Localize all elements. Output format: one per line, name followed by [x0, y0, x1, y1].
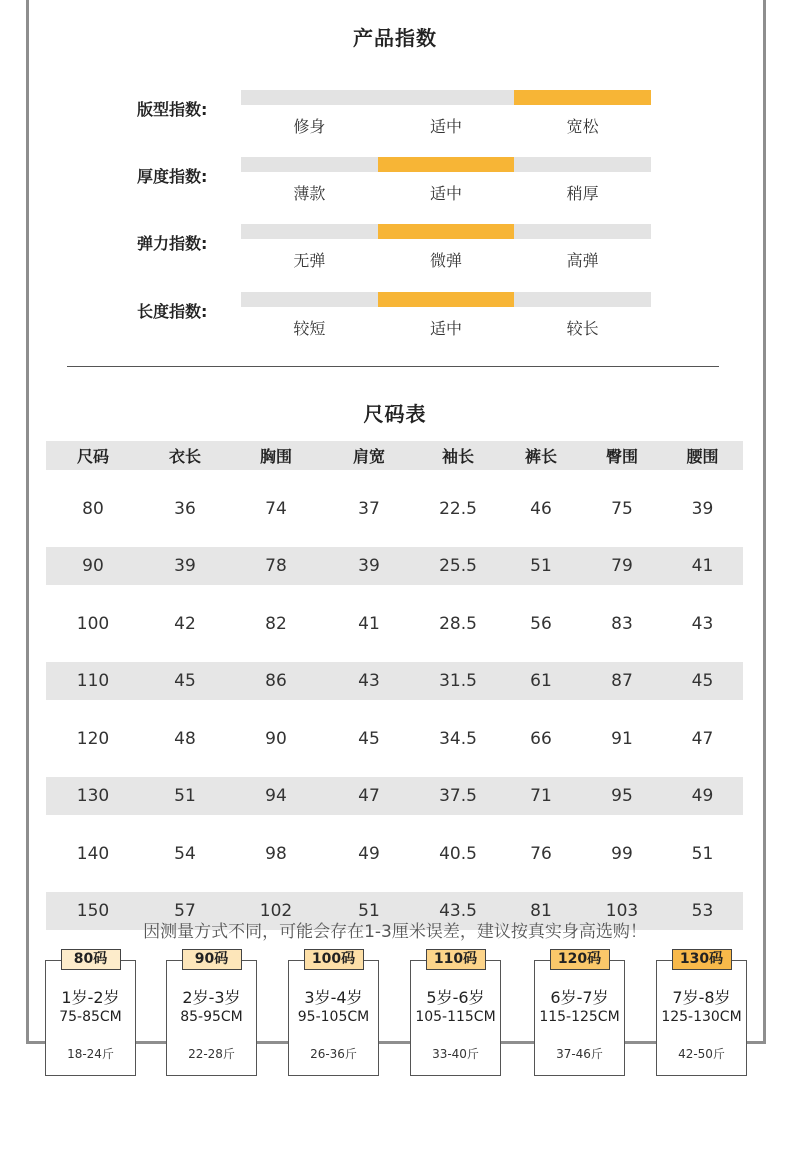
table-cell: 75	[611, 498, 633, 519]
index-segment	[378, 90, 515, 105]
index-segment-active	[378, 292, 515, 307]
age-range: 3岁-4岁	[304, 988, 363, 1007]
index-segment-active	[378, 157, 515, 172]
table-cell: 76	[530, 843, 552, 864]
table-cell: 61	[530, 671, 552, 691]
index-options	[241, 114, 651, 137]
size-tag: 110码	[426, 949, 486, 970]
index-label: 长度指数:	[137, 302, 208, 321]
table-cell: 36	[174, 498, 196, 519]
table-header-cell: 尺码	[76, 447, 109, 466]
size-chart-title: 尺码表	[363, 402, 427, 426]
table-header-cell: 衣长	[168, 447, 201, 466]
table-cell: 56	[530, 613, 552, 634]
table-cell: 43	[358, 671, 380, 691]
table-cell: 25.5	[439, 556, 477, 576]
table-cell: 39	[174, 556, 196, 576]
frame-bottom-border	[26, 1041, 766, 1044]
table-row	[46, 777, 743, 815]
weight-range: 33-40斤	[432, 1047, 479, 1061]
index-segment	[241, 90, 378, 105]
index-label: 版型指数:	[137, 100, 208, 119]
table-cell: 46	[530, 498, 552, 519]
table-header-cell: 臀围	[605, 447, 638, 466]
table-cell: 45	[358, 728, 380, 749]
table-cell: 95	[611, 786, 633, 806]
table-cell: 45	[691, 671, 714, 691]
table-cell: 103	[605, 901, 639, 921]
table-cell: 86	[265, 671, 287, 691]
index-segment	[514, 292, 651, 307]
weight-range: 22-28斤	[188, 1047, 235, 1061]
weight-range: 37-46斤	[556, 1047, 603, 1061]
age-card	[45, 951, 136, 1076]
index-segment	[241, 292, 378, 307]
table-cell: 40.5	[439, 843, 477, 864]
size-tag: 90码	[182, 949, 242, 970]
height-range: 95-105CM	[297, 1009, 370, 1025]
table-cell: 150	[76, 901, 110, 921]
table-cell: 47	[691, 728, 714, 749]
index-segment-active	[514, 90, 651, 105]
index-option-label: 适中	[430, 117, 463, 136]
table-row	[46, 700, 743, 777]
table-cell: 90	[82, 556, 104, 576]
index-option-label: 无弹	[293, 251, 326, 270]
table-cell: 41	[358, 613, 380, 634]
table-cell: 98	[265, 843, 287, 864]
table-row	[46, 815, 743, 892]
table-header-cell: 袖长	[441, 447, 474, 466]
age-range: 5岁-6岁	[426, 988, 485, 1007]
table-cell: 110	[76, 671, 110, 691]
index-option-label: 薄款	[293, 184, 326, 203]
height-range: 75-85CM	[59, 1009, 122, 1025]
table-cell: 31.5	[439, 671, 477, 691]
table-header-row	[46, 441, 743, 470]
size-tag: 80码	[61, 949, 121, 970]
table-cell: 49	[691, 786, 714, 806]
table-cell: 99	[611, 843, 633, 864]
table-cell: 74	[265, 498, 287, 519]
index-option-label: 较长	[566, 319, 599, 338]
table-header-cell: 肩宽	[352, 447, 385, 466]
table-header-cell: 裤长	[524, 447, 557, 466]
weight-range: 42-50斤	[678, 1047, 725, 1061]
table-row	[46, 585, 743, 662]
height-range: 85-95CM	[180, 1009, 243, 1025]
table-cell: 39	[358, 556, 380, 576]
table-cell: 39	[691, 498, 714, 519]
table-cell: 41	[691, 556, 714, 576]
section-divider	[67, 366, 719, 367]
index-option-label: 微弹	[430, 251, 463, 270]
table-cell: 37	[358, 498, 380, 519]
table-cell: 91	[611, 728, 633, 749]
weight-range: 26-36斤	[310, 1047, 357, 1061]
measurement-note: 因测量方式不同，可能会存在1-3厘米误差，建议按真实身高选购！	[143, 922, 647, 942]
height-range: 115-125CM	[539, 1009, 620, 1025]
age-card	[534, 951, 625, 1076]
table-cell: 51	[174, 786, 196, 806]
table-cell: 54	[174, 843, 196, 864]
index-row	[0, 224, 790, 274]
table-cell: 81	[530, 901, 552, 921]
age-range: 7岁-8岁	[672, 988, 731, 1007]
table-cell: 47	[358, 786, 380, 806]
index-option-label: 稍厚	[566, 184, 599, 203]
index-option-label: 适中	[430, 319, 463, 338]
table-cell: 53	[691, 901, 714, 921]
height-range: 105-115CM	[415, 1009, 496, 1025]
table-cell: 37.5	[439, 786, 477, 806]
product-index-title: 产品指数	[353, 26, 437, 50]
age-range: 2岁-3岁	[182, 988, 241, 1007]
index-segment	[241, 224, 378, 239]
table-cell: 28.5	[439, 613, 477, 634]
index-options	[241, 248, 651, 271]
age-card	[288, 951, 379, 1076]
index-bar	[241, 157, 651, 172]
table-cell: 102	[259, 901, 293, 921]
index-segment	[241, 157, 378, 172]
table-cell: 43	[691, 613, 714, 634]
table-cell: 43.5	[439, 901, 477, 921]
index-segment	[514, 224, 651, 239]
table-cell: 100	[76, 613, 110, 634]
table-header-cell: 腰围	[686, 447, 719, 466]
index-bar	[241, 292, 651, 307]
table-cell: 45	[174, 671, 196, 691]
table-row	[46, 470, 743, 547]
age-range: 1岁-2岁	[61, 988, 120, 1007]
index-option-label: 较短	[293, 319, 326, 338]
age-range: 6岁-7岁	[550, 988, 609, 1007]
table-cell: 120	[76, 728, 110, 749]
table-cell: 51	[691, 843, 714, 864]
table-cell: 66	[530, 728, 552, 749]
index-bar	[241, 224, 651, 239]
height-range: 125-130CM	[661, 1009, 742, 1025]
index-row	[0, 292, 790, 342]
index-bar	[241, 90, 651, 105]
table-cell: 80	[82, 498, 104, 519]
table-cell: 57	[174, 901, 196, 921]
index-option-label: 高弹	[566, 251, 599, 270]
table-cell: 94	[265, 786, 287, 806]
index-label: 厚度指数:	[137, 167, 208, 186]
index-options	[241, 181, 651, 204]
index-row	[0, 90, 790, 140]
table-cell: 79	[611, 556, 633, 576]
table-cell: 34.5	[439, 728, 477, 749]
table-cell: 78	[265, 556, 287, 576]
table-cell: 48	[174, 728, 196, 749]
size-tag: 100码	[304, 949, 364, 970]
table-header-cell: 胸围	[259, 447, 292, 466]
table-cell: 83	[611, 613, 633, 634]
age-card	[656, 951, 747, 1076]
table-row	[46, 547, 743, 585]
index-options	[241, 316, 651, 339]
table-cell: 42	[174, 613, 196, 634]
index-segment-active	[378, 224, 515, 239]
table-cell: 22.5	[439, 498, 477, 519]
index-option-label: 适中	[430, 184, 463, 203]
age-card	[166, 951, 257, 1076]
age-card	[410, 951, 501, 1076]
table-cell: 140	[76, 843, 110, 864]
table-cell: 51	[358, 901, 380, 921]
table-cell: 51	[530, 556, 552, 576]
size-table	[46, 441, 743, 930]
index-option-label: 宽松	[566, 117, 599, 136]
index-label: 弹力指数:	[137, 234, 208, 253]
size-tag: 120码	[550, 949, 610, 970]
table-cell: 90	[265, 728, 287, 749]
weight-range: 18-24斤	[67, 1047, 114, 1061]
table-cell: 87	[611, 671, 633, 691]
table-cell: 71	[530, 786, 552, 806]
index-segment	[514, 157, 651, 172]
table-cell: 130	[76, 786, 110, 806]
size-tag: 130码	[672, 949, 732, 970]
index-row	[0, 157, 790, 207]
table-cell: 49	[358, 843, 380, 864]
table-row	[46, 662, 743, 700]
index-option-label: 修身	[293, 117, 326, 136]
table-cell: 82	[265, 613, 287, 634]
